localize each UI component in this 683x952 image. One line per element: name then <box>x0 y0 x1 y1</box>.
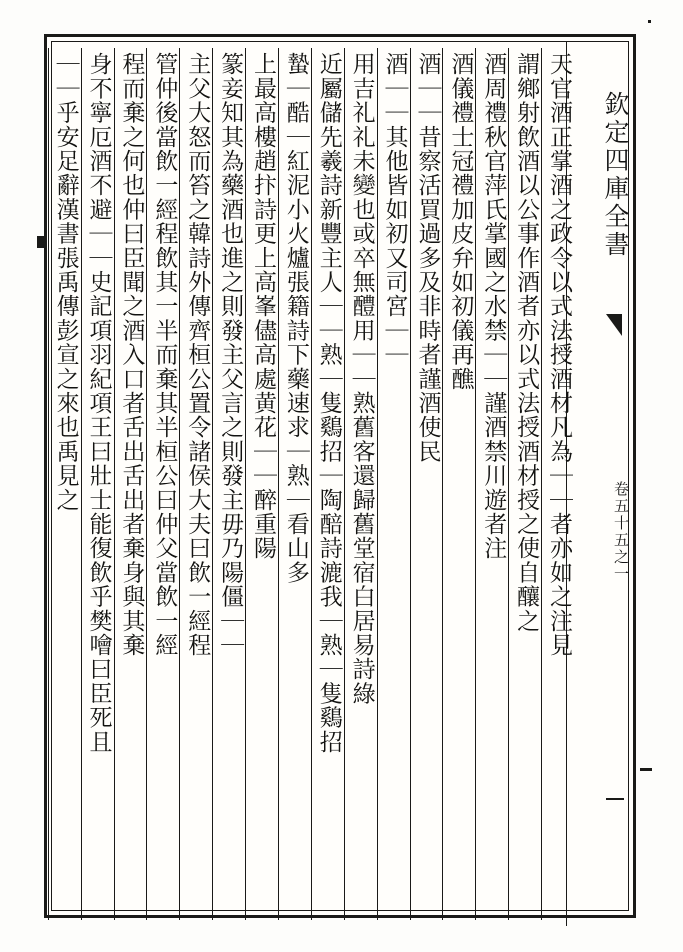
page-header-strip <box>566 42 628 926</box>
column-text: 上最高樓趙抃詩更上高峯儘高處黄花｜｜醉重陽 <box>249 52 276 561</box>
text-column <box>212 48 245 920</box>
column-text: 用吉礼礼未變也或卒無醴用｜｜熟舊客還歸舊堂宿白居易詩綠 <box>348 52 375 706</box>
column-text: 酒｜｜昔察活買過多及非時者謹酒使民 <box>414 52 441 464</box>
ink-corner-mark <box>606 314 622 336</box>
text-column <box>146 48 179 920</box>
column-text: 管仲後當飲一經程飲其一半而棄其半桓公曰仲父當飲一經 <box>151 52 178 657</box>
text-column <box>245 48 278 920</box>
text-body <box>52 48 574 920</box>
book-title: 欽定四庫全書 <box>601 91 630 259</box>
column-text: 酒儀禮士冠禮加皮弁如初儀再醮 <box>447 52 474 391</box>
column-text: 身不寧厄酒不避｜｜史記項羽紀項王曰壯士能復飲乎樊噲曰臣死且 <box>85 52 112 754</box>
ink-edge-mark <box>648 20 651 23</box>
column-text: 程而棄之何也仲曰臣聞之酒入口者舌出舌出者棄身與其棄 <box>118 52 145 657</box>
volume-label: 卷五十五之一 <box>612 481 630 583</box>
text-column <box>81 48 114 920</box>
text-column <box>377 48 410 920</box>
page-border-inner <box>51 41 629 911</box>
text-column <box>344 48 377 920</box>
column-text: 蟄｜酷｜紅泥小火爐張籍詩下藥速求｜熟｜看山多 <box>282 52 309 585</box>
ink-edge-mark <box>640 768 652 771</box>
column-text: 謂鄉射飲酒以公事作酒者亦以式法授酒材授之使自釀之 <box>513 52 540 633</box>
text-column <box>311 48 344 920</box>
page-border <box>44 34 636 918</box>
column-text: 主父大怒而笞之韓詩外傳齊桓公置令諸侯大夫曰飲一經程 <box>184 52 211 657</box>
column-text: 篆妾知其為藥酒也進之則發主父言之則發主毋乃陽僵｜｜ <box>217 52 244 657</box>
text-column <box>475 48 508 920</box>
text-column <box>278 48 311 920</box>
text-column <box>508 48 541 920</box>
column-text: 酒周禮秋官萍氏掌國之水禁｜｜謹酒禁川遊者注 <box>480 52 507 561</box>
text-column <box>48 48 81 920</box>
column-text: ｜｜乎安足辭漢書張禹傳彭宣之來也禹見之 <box>52 52 79 512</box>
ink-tick-mark <box>606 798 624 800</box>
column-text: 天官酒正掌酒之政令以式法授酒材凡為｜｜者亦如之注見 <box>546 52 572 657</box>
text-column <box>114 48 147 920</box>
text-column <box>410 48 443 920</box>
text-column <box>442 48 475 920</box>
column-text: 近屬儲先羲詩新豐主人｜｜熟｜隻鷄招｜陶醅詩漉我｜熟｜隻鷄招 <box>315 52 342 754</box>
text-column <box>541 48 574 920</box>
column-text: 酒｜｜其他皆如初又司宮｜｜ <box>381 52 408 367</box>
text-column <box>179 48 212 920</box>
